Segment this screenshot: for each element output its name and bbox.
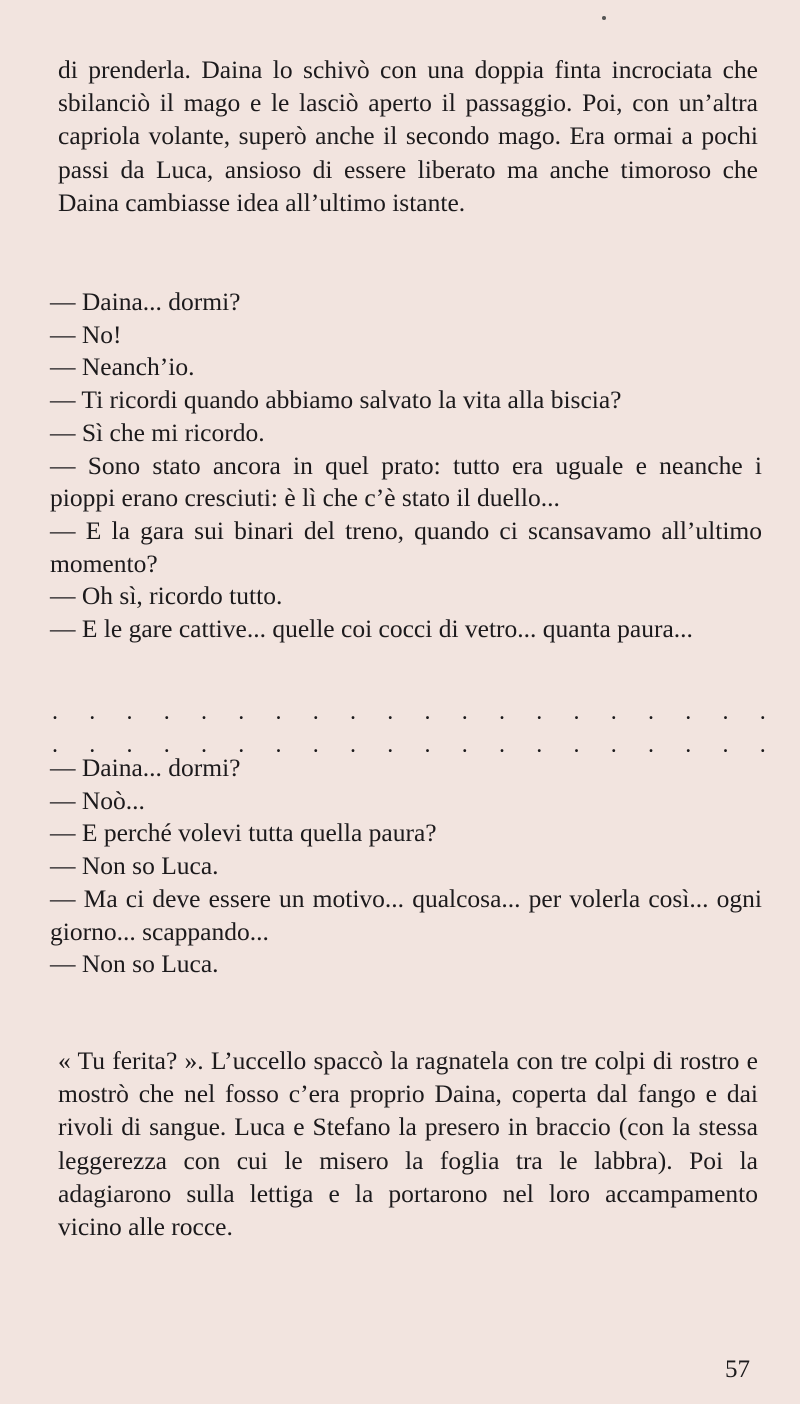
separator-dot: . xyxy=(499,732,505,758)
separator-dot: . xyxy=(126,699,133,725)
separator-dot: . xyxy=(759,732,766,758)
separator-dot: . xyxy=(238,732,245,758)
dialogue-line: — No! xyxy=(50,319,122,349)
separator-dot: . xyxy=(610,732,617,758)
separator-dot: . xyxy=(52,732,58,758)
separator-dot: . xyxy=(387,699,394,725)
separator-dot: . xyxy=(163,699,170,725)
dialogue-line: — Noò... xyxy=(50,785,145,815)
separator-dot: . xyxy=(573,699,580,725)
separator-dot: . xyxy=(722,732,729,758)
closing-paragraph: « Tu ferita? ». L’uccello spaccò la ragnatela con tre colpi di rostro e mostrò che nel fosso c’era proprio Daina, coperta dal fango e dai rivoli di sangue. Luca e Stefano la presero in braccio (con la stessa leggerezza con cui le misero la foglia tra le labbra). Poi la adagiarono sulla lettiga e la portarono nel loro accampamento vicino alle rocce. xyxy=(58,1046,758,1242)
separator-dot: . xyxy=(461,699,468,725)
page-number: 57 xyxy=(725,1356,750,1383)
separator-dot: . xyxy=(201,699,207,725)
ellipsis-separator xyxy=(52,699,766,725)
dialogue-line: — Non so Luca. xyxy=(50,851,219,881)
dialogue-line: — E perché volevi tutta quella paura? xyxy=(50,818,437,848)
separator-dot: . xyxy=(350,732,356,758)
print-speck xyxy=(602,16,606,20)
separator-dot: . xyxy=(163,732,170,758)
separator-dot: . xyxy=(610,699,617,725)
separator-dot: . xyxy=(89,699,96,725)
dialogue-line: — E le gare cattive... quelle coi cocci di vetro... quanta paura... xyxy=(50,614,693,644)
separator-dot: . xyxy=(499,699,505,725)
dialogue-line: — Non so Luca. xyxy=(50,949,219,979)
dialogue-line: — Sì che mi ricordo. xyxy=(50,417,265,447)
dialogue-block-first xyxy=(50,286,762,646)
separator-dot: . xyxy=(52,699,58,725)
dialogue-block-second xyxy=(50,752,762,981)
separator-dot: . xyxy=(573,732,580,758)
opening-paragraph: di prenderla. Daina lo schivò con una doppia finta incrociata che sbilanciò il mago e le lasciò aperto il passaggio. Poi, con un’altra capriola volante, superò anche il secondo mago. Era ormai a pochi passi da Luca, ansioso di essere liberato ma anche timoroso che Daina cambiasse idea all’ultimo istante. xyxy=(58,55,758,217)
separator-dot: . xyxy=(536,699,543,725)
separator-dot: . xyxy=(648,699,654,725)
separator-dot: . xyxy=(387,732,394,758)
separator-dot: . xyxy=(89,732,96,758)
separator-dot: . xyxy=(648,732,654,758)
separator-dot: . xyxy=(275,732,282,758)
dialogue-line: — Daina... dormi? xyxy=(50,287,241,316)
separator-dot: . xyxy=(722,699,729,725)
separator-dot: . xyxy=(312,699,319,725)
separator-dot: . xyxy=(424,699,431,725)
separator-dot: . xyxy=(275,699,282,725)
separator-dot: . xyxy=(461,732,468,758)
separator-dot: . xyxy=(238,699,245,725)
dialogue-line: — Oh sì, ricordo tutto. xyxy=(50,581,283,611)
dialogue-line: — Ti ricordi quando abbiamo salvato la vita alla biscia? xyxy=(50,385,622,415)
separator-dot: . xyxy=(201,732,207,758)
separator-dot: . xyxy=(424,732,431,758)
dialogue-line: — Ma ci deve essere un motivo... qualcosa... per volerla così... ogni giorno... scappando... xyxy=(50,883,762,946)
dialogue-line: — Neanch’io. xyxy=(50,352,195,382)
separator-dot: . xyxy=(685,699,692,725)
separator-dot: . xyxy=(759,699,766,725)
separator-dot: . xyxy=(350,699,356,725)
dialogue-line: — Sono stato ancora in quel prato: tutto era uguale e neanche i pioppi erano cresciuti: è lì che c’è stato il duello... xyxy=(50,450,762,513)
separator-dot: . xyxy=(685,732,692,758)
dialogue-line: — E la gara sui binari del treno, quando ci scansavamo all’ultimo momento? xyxy=(50,515,762,578)
separator-dot: . xyxy=(312,732,319,758)
separator-dot: . xyxy=(126,732,133,758)
dialogue-line: — Daina... dormi? xyxy=(50,753,241,782)
separator-dot: . xyxy=(536,732,543,758)
